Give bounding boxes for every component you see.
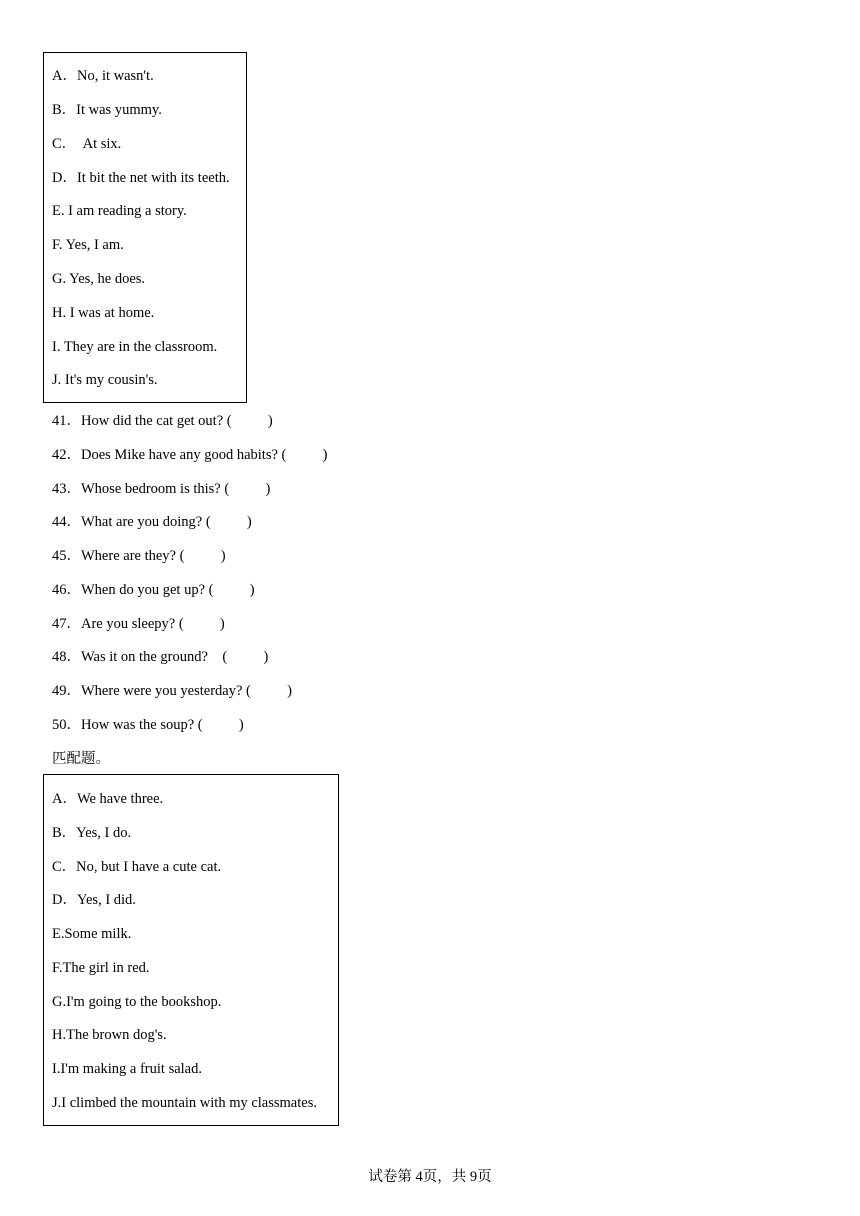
option-e: E. I am reading a story.: [52, 203, 187, 219]
page-footer: 试卷第 4页，共 9页: [368, 1169, 492, 1185]
match-option-b: B．Yes, I do.: [52, 825, 132, 841]
option-j: J. It's my cousin's.: [52, 372, 158, 388]
question-47: 47．Are you sleepy? ( ): [52, 616, 225, 632]
match-option-g: G.I'm going to the bookshop.: [52, 994, 222, 1010]
question-50: 50．How was the soup? ( ): [52, 717, 244, 733]
question-44: 44．What are you doing? ( ): [52, 514, 252, 530]
question-41: 41．How did the cat get out? ( ): [52, 413, 273, 429]
match-option-d: D．Yes, I did.: [52, 892, 136, 908]
option-a: A．No, it wasn't.: [52, 68, 154, 84]
match-option-h: H.The brown dog's.: [52, 1027, 167, 1043]
question-46: 46．When do you get up? ( ): [52, 582, 255, 598]
match-option-i: I.I'm making a fruit salad.: [52, 1061, 202, 1077]
question-45: 45．Where are they? ( ): [52, 548, 226, 564]
question-49: 49．Where were you yesterday? ( ): [52, 683, 292, 699]
match-option-a: A．We have three.: [52, 791, 164, 807]
question-43: 43．Whose bedroom is this? ( ): [52, 481, 271, 497]
question-48: 48．Was it on the ground? ( ): [52, 649, 269, 665]
option-c: C． At six.: [52, 136, 122, 152]
match-option-f: F.The girl in red.: [52, 960, 150, 976]
option-h: H. I was at home.: [52, 305, 155, 321]
match-option-j: J.I climbed the mountain with my classmates.: [52, 1095, 317, 1111]
question-42: 42．Does Mike have any good habits? ( ): [52, 447, 328, 463]
option-d: D．It bit the net with its teeth.: [52, 170, 230, 186]
option-g: G. Yes, he does.: [52, 271, 146, 287]
section-heading: 匹配题。: [52, 751, 110, 767]
match-option-c: C．No, but I have a cute cat.: [52, 859, 222, 875]
match-option-e: E.Some milk.: [52, 926, 132, 942]
option-i: I. They are in the classroom.: [52, 339, 218, 355]
option-f: F. Yes, I am.: [52, 237, 124, 253]
option-b: B．It was yummy.: [52, 102, 162, 118]
